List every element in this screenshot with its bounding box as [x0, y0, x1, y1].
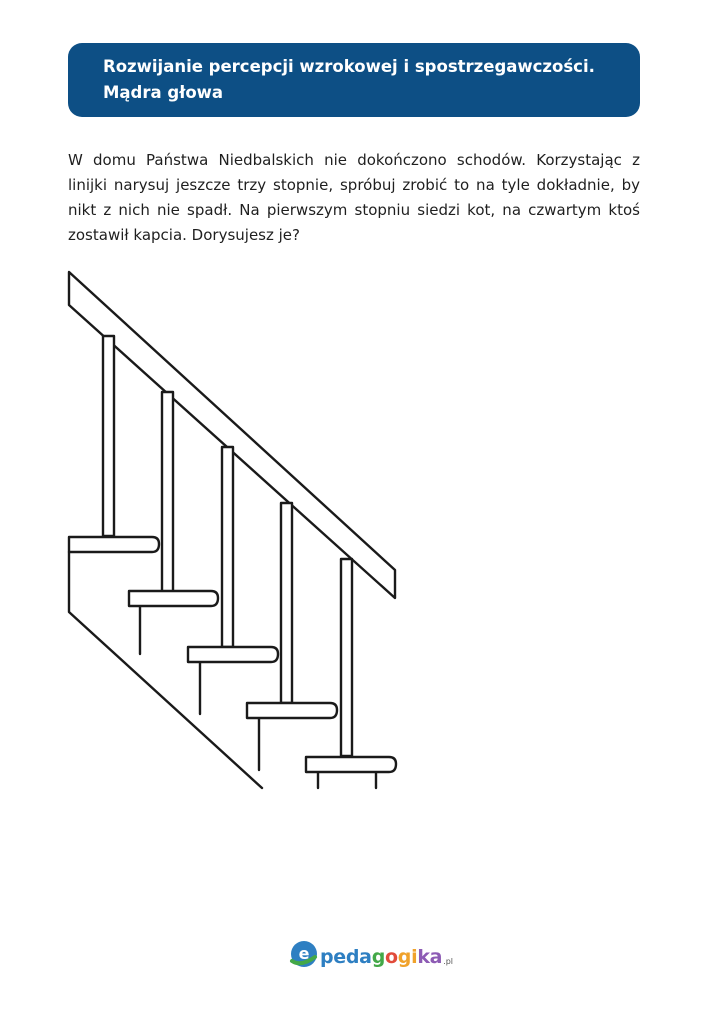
baluster	[341, 559, 352, 756]
stair-tread	[69, 537, 159, 552]
epedagogika-logo	[289, 933, 453, 969]
stair-tread	[306, 757, 396, 788]
task-instructions: W domu Państwa Niedbalskich nie dokończono schodów. Korzystając z linijki narysuj jeszcze trzy stopnie, spróbuj zrobić to na tyle dokładnie, by nikt z nich nie spadł. Na pierwszym stopniu siedzi kot, na czwartym ktoś zostawił kapcia. Dorysujesz je?	[68, 151, 640, 244]
worksheet-subtitle: Mądra głowa	[103, 83, 224, 102]
baluster	[162, 392, 173, 592]
stair-tread	[188, 647, 278, 662]
stair-tread	[129, 591, 218, 606]
baluster	[103, 336, 114, 536]
stair-tread	[247, 703, 337, 718]
logo-tld: .pl	[443, 957, 454, 966]
baluster	[222, 447, 233, 647]
worksheet-title: Rozwijanie percepcji wzrokowej i spostrzegawczości.	[103, 57, 595, 76]
baluster	[281, 503, 292, 703]
logo-wordmark: pedagogika	[320, 946, 443, 968]
logo-e-letter: e	[298, 944, 310, 963]
logo-e-icon	[289, 939, 319, 969]
